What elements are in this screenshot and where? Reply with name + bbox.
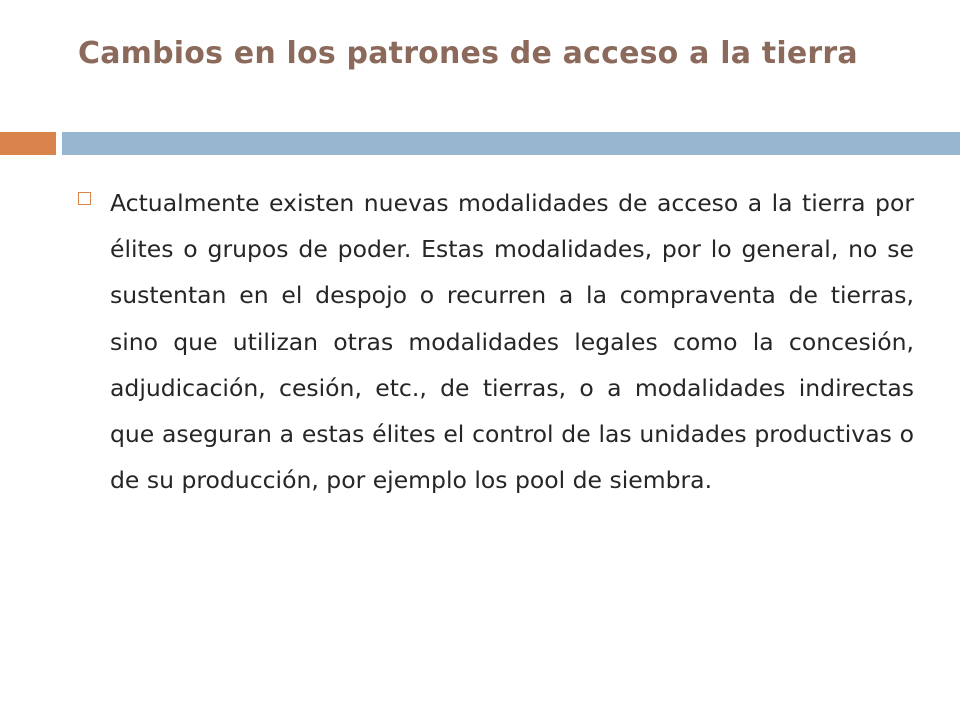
accent-band <box>0 132 56 155</box>
slide-content <box>72 180 914 503</box>
square-bullet-icon <box>78 192 91 205</box>
bullet-text: Actualmente existen nuevas modalidades de acceso a la tierra por élites o grupos de poder. Estas modalidades, por lo general, no se sustentan en el despojo o recurren a la compraventa de tierras, sino que utilizan otras modalidades legales como la concesión, adjudicación, cesión, etc., de tierras, o a modalidades indirectas que aseguran a estas élites el control de las unidades productivas o de su producción, por ejemplo los pool de siembra. <box>110 189 914 495</box>
title-divider-band <box>62 132 960 155</box>
slide-title: Cambios en los patrones de acceso a la tierra <box>78 36 858 71</box>
bullet-item <box>72 180 914 503</box>
